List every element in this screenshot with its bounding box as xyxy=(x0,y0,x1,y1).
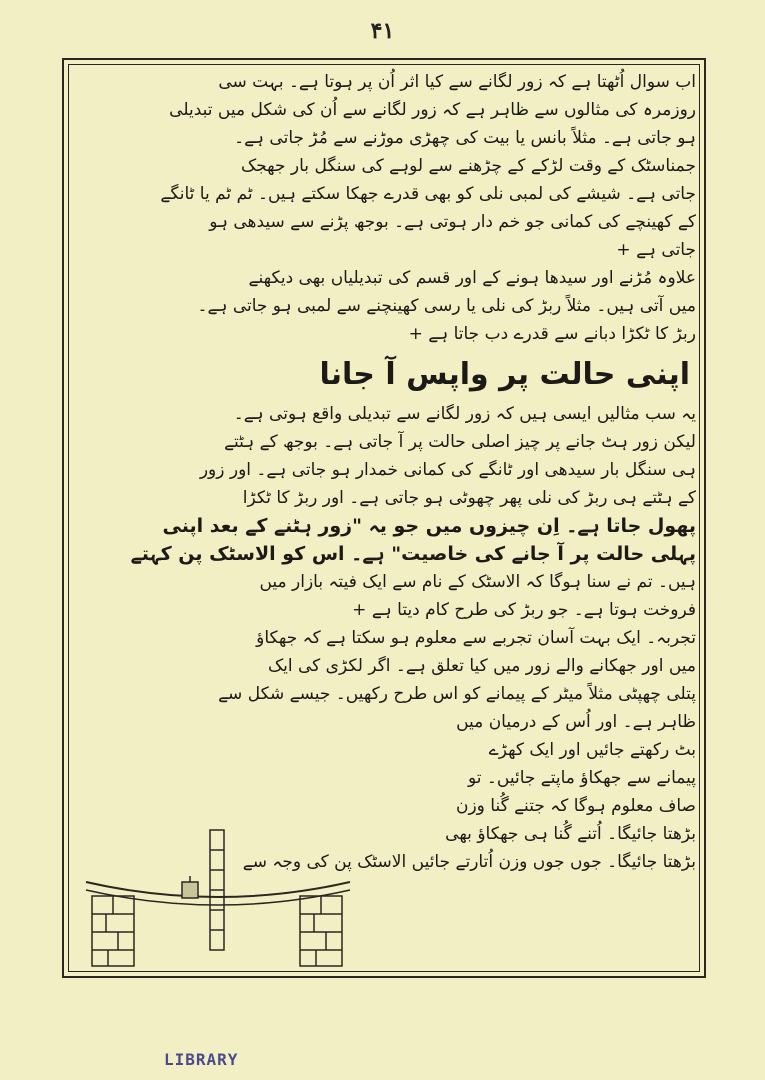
text-line: ظاہر ہے۔ اور اُس کے درمیان میں xyxy=(456,712,696,732)
text-line: بڑھتا جائیگا۔ اُتنے گُنا ہی جھکاؤ بھی xyxy=(445,824,696,844)
experiment-illustration xyxy=(78,820,358,980)
section-heading: اپنی حالت پر واپس آ جانا xyxy=(319,357,690,392)
text-line: علاوہ مُڑنے اور سیدھا ہونے کے اور قسم کی تبدیلیاں بھی دیکھنے xyxy=(248,268,696,288)
paragraph-1 xyxy=(72,68,696,264)
paragraph-2 xyxy=(72,264,696,348)
text-line: پتلی چھپٹی مثلاً میٹر کے پیمانے کو اس طرح رکھیں۔ جیسے شکل سے xyxy=(218,684,696,704)
text-line: پیمانے سے جھکاؤ ماپتے جائیں۔ تو xyxy=(468,768,696,788)
text-line: پھول جاتا ہے۔ اِن چیزوں میں جو یہ "زور ہٹنے کے بعد اپنی xyxy=(162,515,696,537)
text-line: اب سوال اُٹھتا ہے کہ زور لگانے سے کیا اثر اُن پر ہوتا ہے۔ بہت سی xyxy=(218,72,696,92)
text-line: کے ہٹتے ہی ربڑ کی نلی پھر چھوٹی ہو جاتی ہے۔ اور ربڑ کا ٹکڑا xyxy=(242,488,696,508)
text-line: جمناسٹک کے وقت لڑکے کے چڑھنے سے لوہے کی سنگل بار جھجک xyxy=(240,156,696,176)
text-line: جاتی ہے۔ شیشے کی لمبی نلی کو بھی قدرے جھکا سکتے ہیں۔ ٹم ٹم یا ٹانگے xyxy=(160,184,696,204)
text-line: کے کھینچے کی کمانی جو خم دار ہوتی ہے۔ بوجھ پڑنے سے سیدھی ہو xyxy=(209,212,696,232)
paragraph-3 xyxy=(72,400,696,624)
text-line: بڑھتا جائیگا۔ جوں جوں وزن اُتارتے جائیں الاسٹک پن کی وجہ سے xyxy=(242,852,696,872)
text-line: ہو جاتی ہے۔ مثلاً بانس یا بیت کی چھڑی موڑنے سے مُڑ جاتی ہے۔ xyxy=(234,128,696,148)
text-line: روزمرہ کی مثالوں سے ظاہر ہے کہ زور لگانے سے اُن کی شکل میں تبدیلی xyxy=(169,100,696,120)
text-line: ربڑ کا ٹکڑا دبانے سے قدرے دب جاتا ہے + xyxy=(408,324,696,344)
text-line: میں اور جھکانے والے زور میں کیا تعلق ہے۔ اگر لکڑی کی ایک xyxy=(267,656,696,676)
page-number: ۴۱ xyxy=(370,18,395,44)
text-line: پہلی حالت پر آ جانے کی خاصیت" ہے۔ اس کو الاسٹک پن کہتے xyxy=(130,543,696,565)
text-line: فروخت ہوتا ہے۔ جو ربڑ کی طرح کام دیتا ہے + xyxy=(352,600,696,620)
text-line: بٹ رکھتے جائیں اور ایک کھڑے xyxy=(488,740,696,760)
text-line: ہی سنگل بار سیدھی اور ٹانگے کی کمانی خمدار ہو جاتی ہے۔ اور زور xyxy=(199,460,696,480)
library-stamp: LIBRARY xyxy=(164,1050,239,1069)
text-line: لیکن زور ہٹ جانے پر چیز اصلی حالت پر آ جاتی ہے۔ بوجھ کے ہٹتے xyxy=(224,432,696,452)
text-line: صاف معلوم ہوگا کہ جتنے گُنا وزن xyxy=(455,796,696,816)
text-line: میں آتی ہیں۔ مثلاً ربڑ کی نلی یا رسی کھینچنے سے لمبی ہو جاتی ہے۔ xyxy=(197,296,696,316)
weight-block xyxy=(182,882,198,898)
text-line: یہ سب مثالیں ایسی ہیں کہ زور لگانے سے تبدیلی واقع ہوتی ہے۔ xyxy=(233,404,696,424)
text-line: ہیں۔ تم نے سنا ہوگا کہ الاسٹک کے نام سے ایک فیتہ بازار میں xyxy=(259,572,696,592)
text-line: جاتی ہے + xyxy=(616,240,696,260)
text-line: تجربہ۔ ایک بہت آسان تجربے سے معلوم ہو سکتا ہے کہ جھکاؤ xyxy=(256,628,696,648)
